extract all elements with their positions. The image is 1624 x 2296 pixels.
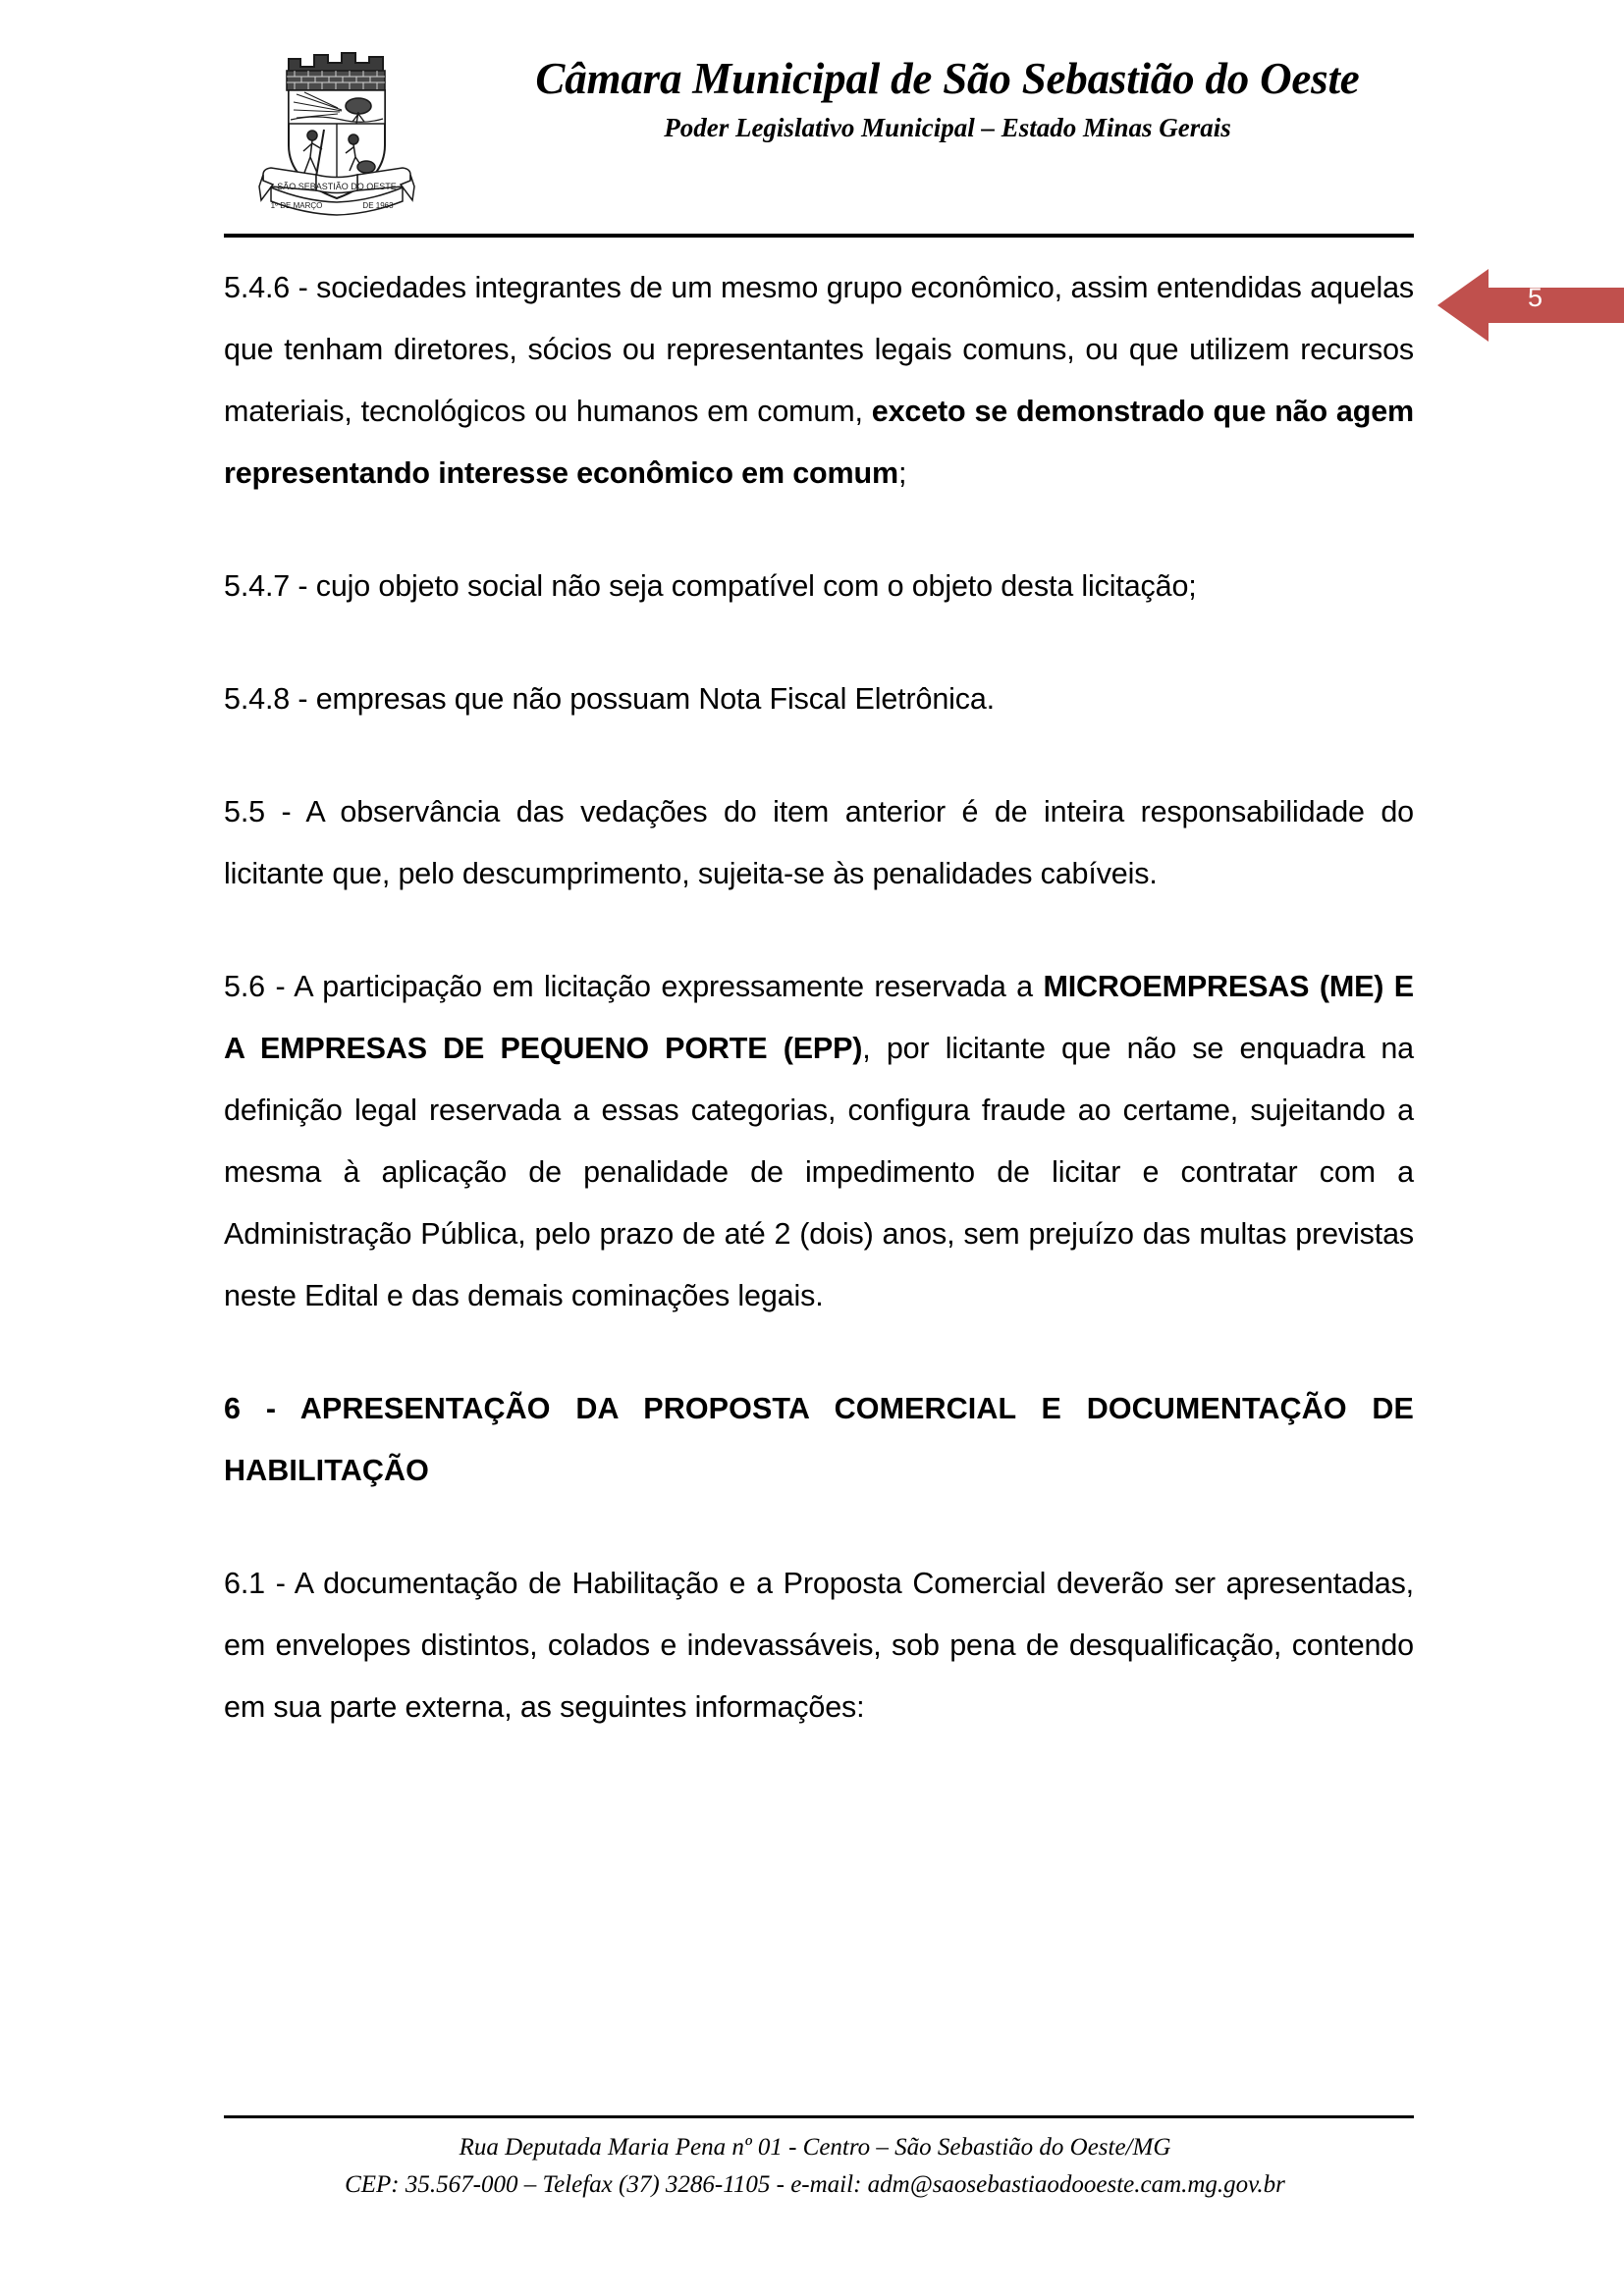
clause-paragraph-5.4.8 <box>224 668 1414 730</box>
footer-contact-line: CEP: 35.567-000 – Telefax (37) 3286-1105 - e-mail: adm@saosebastiaodooeste.cam.mg.gov.br <box>345 2171 1285 2198</box>
organization-title: Câmara Municipal de São Sebastião do Oeste <box>535 54 1360 103</box>
crest-ribbon-left-label: 1º DE MARÇO <box>270 201 323 210</box>
page-marker-label: 5 <box>1528 283 1543 312</box>
header-titles <box>461 55 1434 144</box>
page-footer <box>0 2100 1624 2296</box>
footer-divider <box>224 2115 1414 2118</box>
clause-paragraph-5.4.7 <box>224 556 1414 617</box>
emphasis-text: exceto se demonstrado que não agem representando interesse econômico em comum <box>224 395 1414 490</box>
header-divider <box>224 234 1414 238</box>
footer-address-block <box>137 2129 1492 2204</box>
body-text: ; <box>897 456 907 490</box>
clause-paragraph-5.4.6 <box>224 257 1414 505</box>
body-text: 5.5 - A observância das vedações do item anterior é de inteira responsabilidade do licitante que, pelo descumprimento, sujeita-se às penalidades cabíveis. <box>224 795 1414 890</box>
body-text: , por licitante que não se enquadra na definição legal reservada a essas categorias, configura fraude ao certame, sujeitando a mesma à aplicação de penalidade de impedimento de licitar e contratar com a Administração Pública, pelo prazo de até 2 (dois) anos, sem prejuízo das multas previstas neste Edital e das demais cominações legais. <box>224 1032 1414 1312</box>
paragraph-text <box>224 569 1197 603</box>
emphasis-text: 6 - APRESENTAÇÃO DA PROPOSTA COMERCIAL E DOCUMENTAÇÃO DE HABILITAÇÃO <box>224 1392 1414 1487</box>
crest-ribbon-right-label: DE 1963 <box>362 201 394 210</box>
organization-subtitle: Poder Legislativo Municipal – Estado Minas Gerais <box>664 113 1231 143</box>
document-body <box>224 257 1414 1738</box>
page-marker-annotation[interactable] <box>1437 263 1624 347</box>
section-heading-6 <box>224 1378 1414 1502</box>
clause-paragraph-5.6 <box>224 956 1414 1327</box>
body-text: 5.6 - A participação em licitação expressamente reservada a <box>224 970 1044 1003</box>
paragraph-text <box>224 1567 1414 1724</box>
coat-of-arms-icon <box>247 37 429 230</box>
emphasis-text: MICROEMPRESAS (ME) E A EMPRESAS DE PEQUENO PORTE (EPP) <box>224 970 1414 1065</box>
body-text: 6.1 - A documentação de Habilitação e a Proposta Comercial deverão ser apresentadas, em envelopes distintos, colados e indevassáveis, sob pena de desqualificação, contendo em sua parte externa, as seguintes informações: <box>224 1567 1414 1724</box>
page-header <box>0 0 1624 236</box>
paragraph-text <box>224 970 1414 1312</box>
clause-paragraph-6.1 <box>224 1553 1414 1738</box>
body-text: 5.4.6 - sociedades integrantes de um mesmo grupo econômico, assim entendidas aquelas que tenham diretores, sócios ou representantes legais comuns, ou que utilizem recursos materiais, tecnológicos ou humanos em comum, <box>224 271 1414 428</box>
crest-ribbon-top-label: SÃO SEBASTIÃO DO OESTE <box>277 182 397 191</box>
footer-address-line: Rua Deputada Maria Pena nº 01 - Centro – São Sebastião do Oeste/MG <box>459 2134 1171 2161</box>
body-text: 5.4.7 - cujo objeto social não seja compatível com o objeto desta licitação; <box>224 569 1197 603</box>
clause-paragraph-5.5 <box>224 781 1414 905</box>
paragraph-text <box>224 682 995 716</box>
paragraph-text <box>224 795 1414 890</box>
paragraph-text <box>224 271 1414 490</box>
body-text: 5.4.8 - empresas que não possuam Nota Fiscal Eletrônica. <box>224 682 996 716</box>
paragraph-text <box>224 1392 1414 1487</box>
